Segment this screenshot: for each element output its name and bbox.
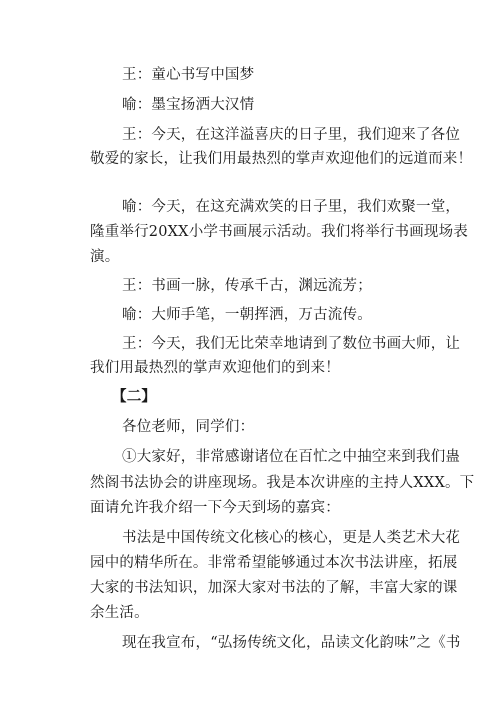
dialogue-line-continuation: 演。 xyxy=(90,249,120,265)
dialogue-line: 王：童心书写中国梦 xyxy=(122,67,255,83)
paragraph-line: 大家的书法知识，加深大家对书法的了解，丰富大家的课 xyxy=(90,580,458,596)
dialogue-line-continuation: 隆重举行20XX小学书画展示活动。我们将举行书画现场表 xyxy=(90,224,468,240)
paragraph-line: 然阁书法协会的讲座现场。我是本次讲座的主持人XXX。下 xyxy=(90,475,475,491)
section-heading: 【二】 xyxy=(112,388,157,405)
salutation: 各位老师，同学们： xyxy=(122,419,255,435)
dialogue-line-continuation: 我们用最热烈的掌声欢迎他们的到来！ xyxy=(90,360,340,376)
dialogue-line: 王：书画一脉，传承千古，渊远流芳； xyxy=(122,278,372,294)
paragraph-line: 书法是中国传统文化核心的核心，更是人类艺术大花 xyxy=(122,530,461,546)
dialogue-line: 喻：大师手笔，一朝挥洒，万古流传。 xyxy=(122,307,372,323)
dialogue-line: 喻：墨宝扬洒大汉情 xyxy=(122,97,255,113)
dialogue-line: 喻：今天，在这充满欢笑的日子里，我们欢聚一堂， xyxy=(122,199,461,215)
paragraph-line: 余生活。 xyxy=(90,605,149,621)
paragraph-line: 面请允许我介绍一下今天到场的嘉宾： xyxy=(90,500,340,516)
dialogue-line: 王：今天，我们无比荣幸地请到了数位书画大师，让 xyxy=(122,336,461,352)
paragraph-line: 现在我宣布，“弘扬传统文化，品读文化韵味”之《书 xyxy=(122,635,461,651)
paragraph-line: 园中的精华所在。非常希望能够通过本次书法讲座，拓展 xyxy=(90,555,458,571)
dialogue-line-continuation: 敬爱的家长，让我们用最热烈的掌声欢迎他们的远道而来！ xyxy=(90,151,473,167)
dialogue-line: 王：今天，在这洋溢喜庆的日子里，我们迎来了各位 xyxy=(122,127,461,143)
paragraph-line: ①大家好，非常感谢诸位在百忙之中抽空来到我们蛊 xyxy=(122,449,461,465)
